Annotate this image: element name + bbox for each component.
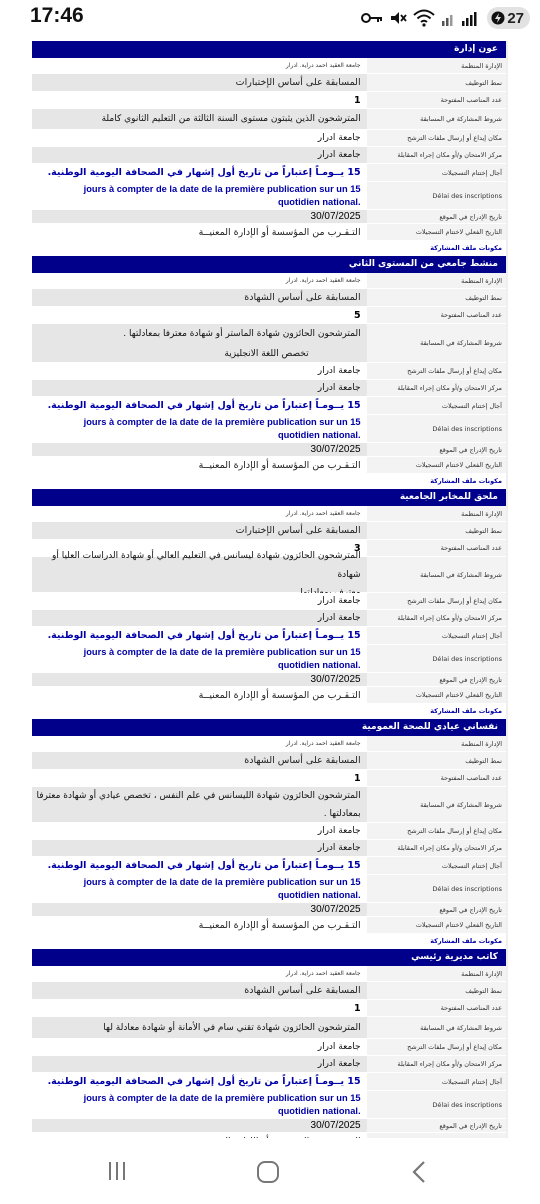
organizing-body: جامعة العقيد احمد دراية. ادرار	[285, 62, 361, 69]
field-label: آجال إختتام التسجيلات	[367, 1073, 506, 1090]
battery-icon	[491, 10, 505, 26]
field-value	[32, 1000, 367, 1016]
field-row-org	[32, 966, 506, 982]
field-row-posts	[32, 307, 506, 324]
exam-location: جامعة ادرار	[317, 612, 361, 623]
field-label: آجال إختتام التسجيلات	[367, 627, 506, 644]
status-icons	[361, 6, 530, 30]
field-row-deposit	[32, 1039, 506, 1056]
deadline-french-line2: .quotidien national	[277, 889, 361, 900]
deadline-french-line1: jours à compter de la date de la première publication sur un 15	[83, 416, 361, 427]
field-row-signup_date	[32, 443, 506, 457]
exam-location: جامعة ادرار	[317, 382, 361, 393]
field-label: شروط المشاركة في المسابقة	[367, 1017, 506, 1038]
job-section	[32, 719, 506, 949]
field-row-actual_date	[32, 457, 506, 474]
job-section	[32, 489, 506, 719]
home-icon[interactable]	[256, 1160, 280, 1184]
field-row-delai	[32, 875, 506, 903]
job-section	[32, 949, 506, 1165]
field-value	[32, 610, 367, 626]
field-row-deposit	[32, 593, 506, 610]
field-row-org	[32, 506, 506, 522]
field-label: Délai des inscriptions	[367, 875, 506, 902]
organizing-body: جامعة العقيد احمد دراية. ادرار	[285, 740, 361, 747]
field-row-deposit	[32, 363, 506, 380]
field-label: مكان إيداع أو إرسال ملفات الترشح	[367, 823, 506, 839]
field-value	[32, 74, 367, 91]
field-value	[32, 58, 367, 73]
field-label: عدد المناصب المفتوحة	[367, 92, 506, 108]
deadline-french-line2: .quotidien national	[277, 659, 361, 670]
field-row-delai	[32, 1091, 506, 1119]
field-value	[32, 182, 367, 209]
field-row-cond	[32, 109, 506, 130]
field-label: Délai des inscriptions	[367, 182, 506, 209]
field-label: عدد المناصب المفتوحة	[367, 307, 506, 323]
field-value	[32, 224, 367, 240]
field-row-deadline	[32, 627, 506, 645]
exam-location: جامعة ادرار	[317, 149, 361, 160]
field-value	[32, 1091, 367, 1118]
participation-condition: المترشحون الحائزون شهادة تقني سام في الأمانة أو شهادة معادلة لها	[103, 1022, 361, 1033]
field-value	[32, 210, 367, 223]
posted-date: 30/07/2025	[310, 904, 361, 915]
deadline-french-line1: jours à compter de la date de la première publication sur un 15	[83, 646, 361, 657]
field-value	[32, 752, 367, 769]
participation-file-components[interactable]: مكونات ملف المشاركة	[32, 241, 506, 256]
field-row-deadline	[32, 857, 506, 875]
posted-date: 30/07/2025	[310, 444, 361, 455]
actual-closing: التـقـرب من المؤسسة أو الإدارة المعنيــة	[198, 919, 361, 931]
exam-location: جامعة ادرار	[317, 842, 361, 853]
field-row-mode	[32, 982, 506, 1000]
field-row-deadline	[32, 164, 506, 182]
field-label: الإدارة المنظمة	[367, 273, 506, 288]
field-row-posts	[32, 770, 506, 787]
field-value	[32, 363, 367, 379]
field-row-exam	[32, 840, 506, 857]
field-label: مركز الامتحان و/أو مكان إجراء المقابلة	[367, 840, 506, 856]
actual-closing: التـقـرب من المؤسسة أو الإدارة المعنيــة	[198, 689, 361, 701]
open-posts-count: 5	[353, 309, 361, 321]
field-row-deadline	[32, 397, 506, 415]
field-label: تاريخ الإدراج في الموقع	[367, 673, 506, 686]
recruitment-mode: المسابقة على أساس الشهادة	[244, 292, 361, 303]
organizing-body: جامعة العقيد احمد دراية. ادرار	[285, 510, 361, 517]
battery-indicator	[487, 7, 530, 29]
field-label: Délai des inscriptions	[367, 1091, 506, 1118]
field-value	[32, 903, 367, 916]
field-label: شروط المشاركة في المسابقة	[367, 787, 506, 822]
field-value	[32, 307, 367, 323]
battery-level: 27	[507, 9, 524, 27]
field-label: آجال إختتام التسجيلات	[367, 164, 506, 181]
open-posts-count: 3	[353, 542, 361, 554]
actual-closing: التـقـرب من المؤسسة أو الإدارة المعنيــة	[198, 226, 361, 238]
section-title: كاتب مديرية رئيسي	[32, 949, 506, 966]
field-value	[32, 457, 367, 473]
field-row-signup_date	[32, 210, 506, 224]
posted-date: 30/07/2025	[310, 674, 361, 685]
key-icon	[361, 11, 383, 25]
status-time: 17:46	[30, 4, 84, 27]
job-listings-table	[32, 41, 508, 1165]
field-value	[32, 673, 367, 686]
field-value	[32, 92, 367, 108]
field-value	[32, 551, 367, 592]
field-label: نمط التوظيف	[367, 289, 506, 306]
open-posts-count: 1	[353, 772, 361, 784]
field-value	[32, 770, 367, 786]
deposit-location: جامعة ادرار	[317, 365, 361, 376]
field-value	[32, 787, 367, 822]
field-value	[32, 982, 367, 999]
field-row-actual_date	[32, 224, 506, 241]
deposit-location: جامعة ادرار	[317, 132, 361, 143]
field-label: التاريخ الفعلي لاختتام التسجيلات	[367, 917, 506, 933]
field-value	[32, 273, 367, 288]
recruitment-mode: المسابقة على أساس الإختبارات	[235, 77, 361, 88]
field-label: نمط التوظيف	[367, 982, 506, 999]
open-posts-count: 1	[353, 1002, 361, 1014]
field-label: نمط التوظيف	[367, 74, 506, 91]
field-label: Délai des inscriptions	[367, 645, 506, 672]
navigation-bar	[0, 1138, 540, 1204]
field-row-org	[32, 58, 506, 74]
field-label: شروط المشاركة في المسابقة	[367, 557, 506, 592]
field-row-deposit	[32, 130, 506, 147]
participation-file-components[interactable]: مكونات ملف المشاركة	[32, 474, 506, 489]
participation-file-components[interactable]: مكونات ملف المشاركة	[32, 704, 506, 719]
field-value	[32, 1119, 367, 1132]
field-label: Délai des inscriptions	[367, 415, 506, 442]
section-title: ملحق للمخابر الجامعية	[32, 489, 506, 506]
field-value	[32, 522, 367, 539]
field-row-exam	[32, 610, 506, 627]
deadline-arabic: 15 يــومـاً إعتباراً من تاريخ أول إشهار في الصحافة اليومية الوطنية.	[47, 167, 361, 178]
recruitment-mode: المسابقة على أساس الشهادة	[244, 985, 361, 996]
field-value	[32, 147, 367, 163]
section-title: منشط جامعي من المستوى الثاني	[32, 256, 506, 273]
field-row-mode	[32, 74, 506, 92]
field-label: آجال إختتام التسجيلات	[367, 857, 506, 874]
field-value	[32, 1017, 367, 1038]
deadline-arabic: 15 يــومـاً إعتباراً من تاريخ أول إشهار في الصحافة اليومية الوطنية.	[47, 400, 361, 411]
field-value	[32, 397, 367, 414]
field-value	[32, 1039, 367, 1055]
field-row-actual_date	[32, 917, 506, 934]
field-row-org	[32, 736, 506, 752]
field-label: نمط التوظيف	[367, 752, 506, 769]
open-posts-count: 1	[353, 94, 361, 106]
deadline-french-line2: .quotidien national	[277, 429, 361, 440]
participation-condition: المترشحون الحائزون شهادة الماستر أو شهادة معترفا بمعادلتها .	[123, 328, 361, 339]
field-label: مكان إيداع أو إرسال ملفات الترشح	[367, 363, 506, 379]
field-row-exam	[32, 380, 506, 397]
field-value	[32, 966, 367, 981]
field-value	[32, 736, 367, 751]
field-row-deposit	[32, 823, 506, 840]
field-row-actual_date	[32, 687, 506, 704]
posted-date: 30/07/2025	[310, 1120, 361, 1131]
field-value	[32, 823, 367, 839]
organizing-body: جامعة العقيد احمد دراية. ادرار	[285, 277, 361, 284]
field-label: مركز الامتحان و/أو مكان إجراء المقابلة	[367, 147, 506, 163]
participation-condition: بمعادلتها .	[323, 808, 361, 819]
recruitment-mode: المسابقة على أساس الشهادة	[244, 755, 361, 766]
field-label: مكان إيداع أو إرسال ملفات الترشح	[367, 1039, 506, 1055]
field-label: مكان إيداع أو إرسال ملفات الترشح	[367, 593, 506, 609]
field-value	[32, 289, 367, 306]
field-row-mode	[32, 289, 506, 307]
field-label: شروط المشاركة في المسابقة	[367, 324, 506, 362]
field-value	[32, 875, 367, 902]
field-value	[32, 130, 367, 146]
field-row-cond	[32, 324, 506, 363]
field-row-deadline	[32, 1073, 506, 1091]
field-value	[32, 917, 367, 933]
field-value	[32, 627, 367, 644]
deposit-location: جامعة ادرار	[317, 1041, 361, 1052]
field-value	[32, 380, 367, 396]
field-label: الإدارة المنظمة	[367, 506, 506, 521]
field-row-cond	[32, 1017, 506, 1039]
deadline-french-line1: jours à compter de la date de la première publication sur un 15	[83, 1092, 361, 1103]
recruitment-mode: المسابقة على أساس الإختبارات	[235, 525, 361, 536]
field-value	[32, 1056, 367, 1072]
field-label: عدد المناصب المفتوحة	[367, 1000, 506, 1016]
field-label: تاريخ الإدراج في الموقع	[367, 903, 506, 916]
field-label: آجال إختتام التسجيلات	[367, 397, 506, 414]
field-value	[32, 109, 367, 129]
field-label: تاريخ الإدراج في الموقع	[367, 1119, 506, 1132]
field-value	[32, 840, 367, 856]
field-row-signup_date	[32, 1119, 506, 1133]
field-value	[32, 324, 367, 362]
status-bar	[0, 0, 540, 36]
exam-location: جامعة ادرار	[317, 1058, 361, 1069]
field-row-org	[32, 273, 506, 289]
page-content[interactable]	[0, 36, 540, 1138]
section-title: نفساني عيادي للصحة العمومية	[32, 719, 506, 736]
field-label: التاريخ الفعلي لاختتام التسجيلات	[367, 457, 506, 473]
field-label: مركز الامتحان و/أو مكان إجراء المقابلة	[367, 610, 506, 626]
field-value	[32, 506, 367, 521]
job-section	[32, 256, 506, 489]
participation-file-components[interactable]: مكونات ملف المشاركة	[32, 934, 506, 949]
field-value	[32, 857, 367, 874]
field-row-delai	[32, 182, 506, 210]
field-label: شروط المشاركة في المسابقة	[367, 109, 506, 129]
field-value	[32, 593, 367, 609]
mute-icon	[389, 9, 407, 27]
field-row-exam	[32, 1056, 506, 1073]
participation-condition: المترشحون الحائزون شهادة ليسانس في التعليم العالي أو شهادة الدراسات العليا أو شهادة	[52, 551, 361, 580]
field-label: مكان إيداع أو إرسال ملفات الترشح	[367, 130, 506, 146]
field-row-mode	[32, 752, 506, 770]
field-label: التاريخ الفعلي لاختتام التسجيلات	[367, 687, 506, 703]
field-row-posts	[32, 1000, 506, 1017]
deadline-french-line1: jours à compter de la date de la première publication sur un 15	[83, 876, 361, 887]
wifi-icon	[413, 9, 435, 27]
deposit-location: جامعة ادرار	[317, 825, 361, 836]
field-label: عدد المناصب المفتوحة	[367, 770, 506, 786]
field-label: التاريخ الفعلي لاختتام التسجيلات	[367, 224, 506, 240]
field-row-delai	[32, 415, 506, 443]
field-value	[32, 164, 367, 181]
field-label: الإدارة المنظمة	[367, 966, 506, 981]
field-label: تاريخ الإدراج في الموقع	[367, 443, 506, 456]
participation-condition: المترشحون الحائزون شهادة الليسانس في علم النفس ، تخصص عيادي أو شهادة معترفا	[36, 790, 361, 801]
field-label: الإدارة المنظمة	[367, 736, 506, 751]
field-row-exam	[32, 147, 506, 164]
participation-condition: تخصص اللغة الانجليزية	[224, 348, 309, 359]
field-value	[32, 1073, 367, 1090]
field-value	[32, 645, 367, 672]
deadline-french-line2: .quotidien national	[277, 196, 361, 207]
signal-icon	[441, 9, 481, 27]
field-label: مركز الامتحان و/أو مكان إجراء المقابلة	[367, 380, 506, 396]
field-label: تاريخ الإدراج في الموقع	[367, 210, 506, 223]
organizing-body: جامعة العقيد احمد دراية. ادرار	[285, 970, 361, 977]
field-value	[32, 415, 367, 442]
deadline-french-line1: jours à compter de la date de la première publication sur un 15	[83, 183, 361, 194]
deposit-location: جامعة ادرار	[317, 595, 361, 606]
back-icon[interactable]	[408, 1160, 430, 1184]
deadline-arabic: 15 يــومـاً إعتباراً من تاريخ أول إشهار في الصحافة اليومية الوطنية.	[47, 630, 361, 641]
field-label: الإدارة المنظمة	[367, 58, 506, 73]
field-row-cond	[32, 787, 506, 823]
field-row-delai	[32, 645, 506, 673]
field-label: نمط التوظيف	[367, 522, 506, 539]
deadline-arabic: 15 يــومـاً إعتباراً من تاريخ أول إشهار في الصحافة اليومية الوطنية.	[47, 860, 361, 871]
field-row-signup_date	[32, 673, 506, 687]
field-label: عدد المناصب المفتوحة	[367, 540, 506, 556]
field-row-signup_date	[32, 903, 506, 917]
field-row-posts	[32, 92, 506, 109]
actual-closing: التـقـرب من المؤسسة أو الإدارة المعنيــة	[198, 459, 361, 471]
field-value	[32, 687, 367, 703]
field-row-mode	[32, 522, 506, 540]
posted-date: 30/07/2025	[310, 211, 361, 222]
recent-apps-icon[interactable]	[106, 1160, 128, 1182]
deadline-french-line2: .quotidien national	[277, 1105, 361, 1116]
job-section	[32, 41, 506, 256]
field-row-cond	[32, 551, 506, 593]
participation-condition: المترشحون الذين يثبتون مستوى السنة الثالثة من التعليم الثانوي كاملة	[101, 113, 361, 124]
field-label: مركز الامتحان و/أو مكان إجراء المقابلة	[367, 1056, 506, 1072]
deadline-arabic: 15 يــومـاً إعتباراً من تاريخ أول إشهار في الصحافة اليومية الوطنية.	[47, 1076, 361, 1087]
field-value	[32, 443, 367, 456]
section-title: عون إدارة	[32, 41, 506, 58]
